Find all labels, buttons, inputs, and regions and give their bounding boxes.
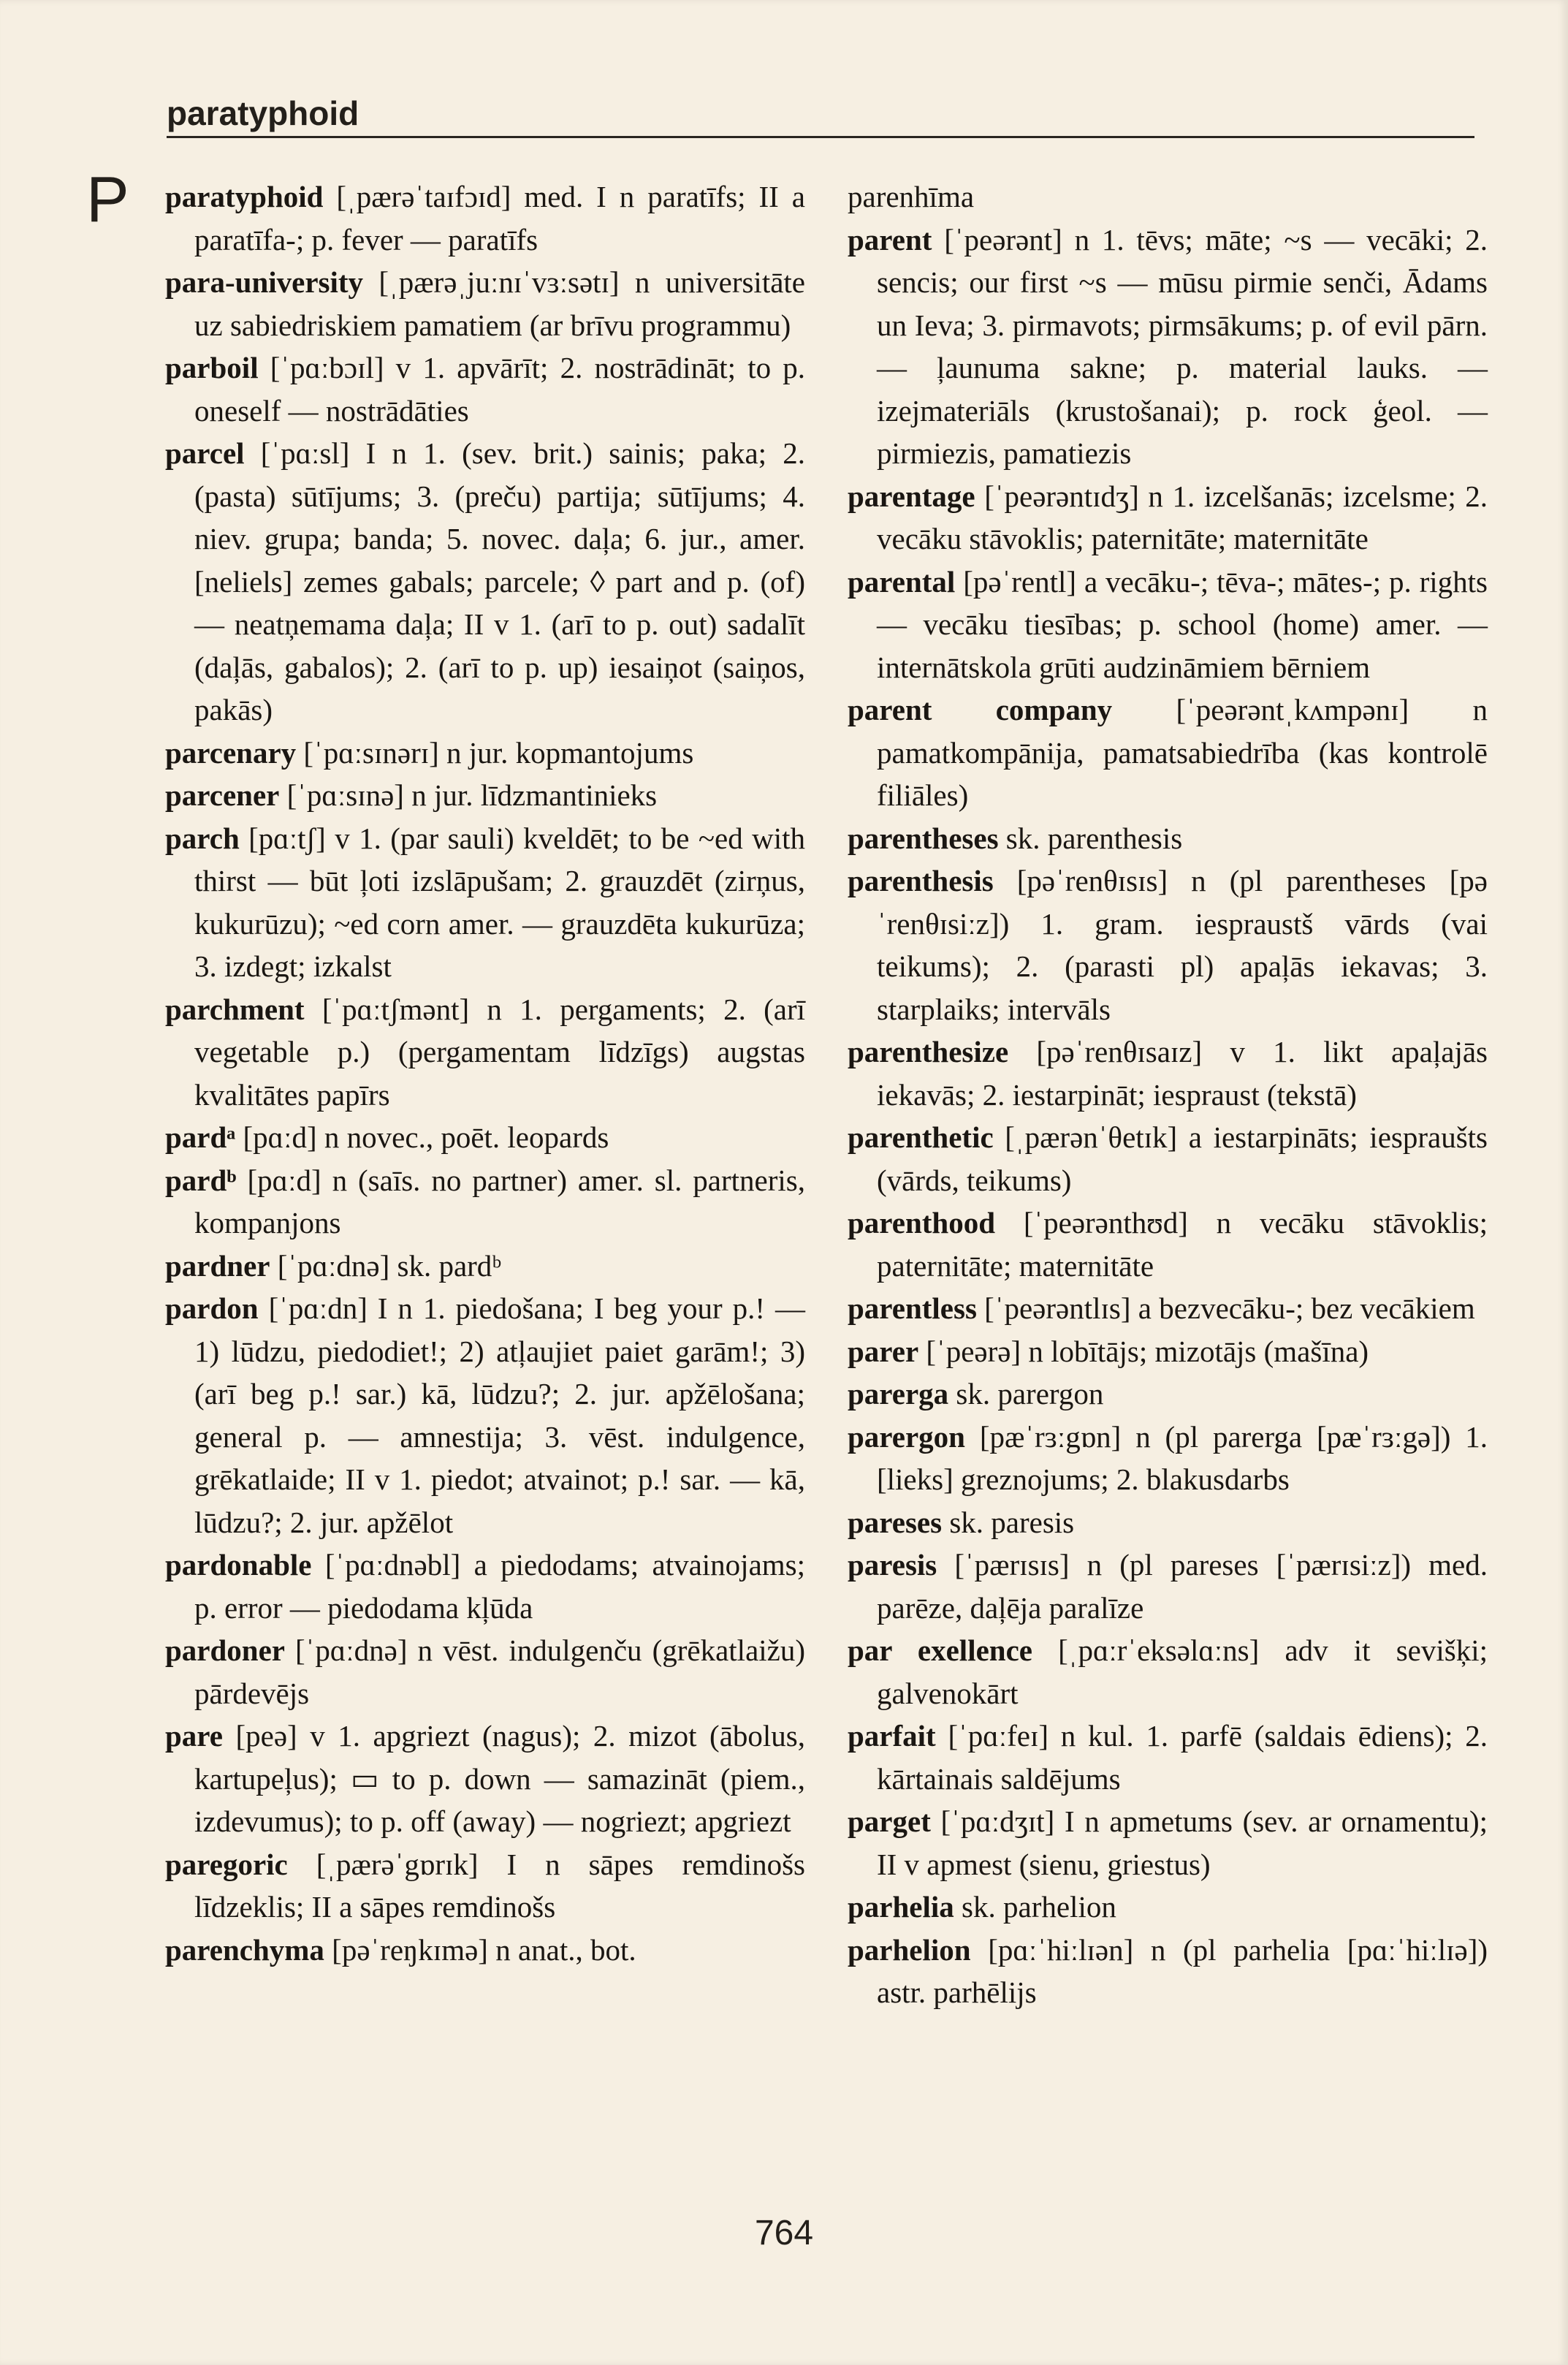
dictionary-entry [165,1629,805,1715]
entry-headword: parentless [848,1291,977,1325]
entry-headword: parenchyma [165,1932,324,1967]
dictionary-entry [165,817,805,988]
dictionary-entry [848,1544,1488,1629]
entry-headword: parent [848,222,932,257]
dictionary-entry [848,1373,1488,1416]
entry-definition: sk. parhelion [962,1890,1116,1924]
dictionary-entry [165,1843,805,1929]
dictionary-entry [165,774,805,817]
entry-headword: pardner [165,1248,270,1283]
dictionary-entry [165,1116,805,1159]
entry-headword: pardᵃ [165,1120,236,1154]
dictionary-entry [848,1030,1488,1116]
entry-definition: [pəˈrenθɪsɪs] n (pl parentheses [pəˈrenθɪsiːz]) 1. gram. iespraustš vārds (vai teikums); 2. (parasti pl) apaļās iekavas; 3. starplaiks; intervāls [877,864,1488,1026]
entry-headword: parcel [165,436,245,470]
entry-definition: sk. parenthesis [1005,821,1183,855]
dictionary-entry [848,1330,1488,1373]
entry-headword: parental [848,564,956,599]
entry-definition: [ˈpɑːsɪnə] n jur. līdzmantinieks [286,778,658,812]
running-head: paratyphoid [167,94,359,132]
dictionary-entry [165,1544,805,1629]
entry-headword: parcenary [165,735,297,770]
entry-headword: parenthesis [848,864,994,897]
dictionary-entry [848,475,1488,561]
entry-definition: sk. parergon [956,1377,1104,1411]
dictionary-entry [848,1929,1488,2014]
entry-headword: parenthesize [848,1035,1009,1068]
dictionary-entry [848,219,1488,475]
entry-definition: [ˈpeərəntɪdʒ] n 1. izcelšanās; izcelsme; 2. vecāku stāvoklis; paternitāte; maternitāte [877,479,1488,555]
entry-definition: [ˈpeərənthʊd] n vecāku stāvoklis; paternitāte; maternitāte [877,1206,1488,1283]
dictionary-entry [848,561,1488,689]
dictionary-entry [165,1929,805,1972]
entry-headword: paratyphoid [165,180,324,213]
dictionary-entry [165,261,805,346]
dictionary-entry [848,1416,1488,1501]
entry-definition: [pəˈrenθɪsaɪz] v 1. likt apaļajās iekavās; 2. iestarpināt; iespraust (tekstā) [877,1035,1488,1112]
dictionary-entry [165,175,805,261]
entry-headword: parhelia [848,1890,954,1924]
entry-headword: pardonable [165,1548,312,1582]
dictionary-entry [848,1116,1488,1202]
entry-definition: [ˈpeərə] n lobītājs; mizotājs (mašīna) [926,1334,1369,1368]
entry-headword: parhelion [848,1932,971,1967]
right-column [848,175,1488,2014]
dictionary-entry [165,1715,805,1843]
entry-definition: [ˈpɑːfeɪ] n kul. 1. parfē (saldais ēdiens); 2. kārtainais saldējums [877,1719,1488,1796]
entry-headword: parentage [848,479,975,513]
entry-definition: [peə] v 1. apgriezt (nagus); 2. mizot (ābolus, kartupeļus); ▭ to p. down — samazināt (piem., izdevumus); to p. off (away) — nogriezt; apgriezt [194,1719,805,1838]
entry-definition: [ˈpeərəntlɪs] a bezvecāku-; bez vecākiem [984,1291,1475,1325]
entry-headword: paresis [848,1548,937,1582]
entry-definition: [ˈpɑːdnə] sk. pardᵇ [277,1248,501,1283]
entry-definition: [ˈpɑːdnə] n vēst. indulgenču (grēkatlaižu) pārdevējs [194,1633,806,1710]
entry-headword: parcener [165,778,280,812]
entry-definition: [ˈpɑːsɪnərɪ] n jur. kopmantojums [303,735,694,770]
entry-headword: pareses [848,1505,943,1539]
entry-headword: paregoric [165,1847,288,1881]
dictionary-entry [848,1715,1488,1800]
entry-headword: parer [848,1334,919,1368]
entry-headword: parfait [848,1719,936,1753]
dictionary-entry [165,732,805,775]
entry-headword: parent company [848,693,1113,726]
entry-definition: [ˈpɑːdʒɪt] I n apmetums (sev. ar ornamentu); II v apmest (sienu, griestus) [877,1804,1488,1881]
entry-definition: [ˌpærənˈθetɪk] a iestarpināts; iespraušts (vārds, teikums) [877,1120,1488,1197]
dictionary-entry [165,988,805,1117]
entry-definition: [ˌpɑːrˈeksəlɑːns] adv it sevišķi; galvenokārt [877,1633,1488,1710]
dictionary-entry [165,1287,805,1544]
entry-definition: [ˈpɑːtʃmənt] n 1. pergaments; 2. (arī vegetable p.) (pergamentam līdzīgs) augstas kvalitātes papīrs [194,992,805,1112]
entry-definition: [ˌpærəˈgɒrɪk] I n sāpes remdinošs līdzeklis; II a sāpes remdinošs [194,1847,806,1924]
entry-definition: [pɑːd] n novec., poēt. leopards [243,1120,609,1154]
dictionary-entry [848,1202,1488,1287]
page-number: 764 [754,2214,814,2252]
entry-headword: pare [165,1719,223,1753]
entry-headword: parch [165,821,240,855]
dictionary-entry [848,817,1488,860]
entry-definition: [ˈpɑːdn] I n 1. piedošana; I beg your p.! — 1) lūdzu, piedodiet!; 2) atļaujiet paiet garām!; 3) (arī beg p.! sar.) kā, lūdzu?; 2. jur. apžēlošana; general p. — amnestija; 3. vēst. indulgence, grēkatlaide; II v 1. piedot; atvainot; p.! sar. — kā, lūdzu?; 2. jur. apžēlot [194,1291,806,1539]
entry-headword: parboil [165,351,259,384]
entry-definition: sk. paresis [949,1505,1075,1539]
entry-definition: [ˈpɑːdnəbl] a piedodams; atvainojams; p. error — piedodama kļūda [194,1548,806,1625]
dictionary-entry [848,175,1488,219]
entry-definition: [ˈpeərənt] n 1. tēvs; māte; ~s — vecāki; 2. sencis; our first ~s — mūsu pirmie senči, Ādams un Ieva; 3. pirmavots; pirmsākums; p. of evil pārn. — ļaunuma sakne; p. material lauks. — izejmateriāls (krustošanai); p. rock ģeol. — pirmiezis, pamatiezis [877,222,1488,470]
dictionary-entry [848,1501,1488,1544]
dictionary-entry [848,688,1488,817]
entry-definition: [ˌpærəˈtaɪfɔɪd] med. I n paratīfs; II a paratīfa-; p. fever — paratīfs [194,180,805,257]
entry-definition: [ˈpɑːsl] I n 1. (sev. brit.) sainis; paka; 2. (pasta) sūtījums; 3. (preču) partija; sūtījums; 4. niev. grupa; banda; 5. novec. daļa; 6. jur., amer. [neliels] zemes gabals; parcele; ◊ part and p. (of) — neatņemama daļa; II v 1. (arī to p. out) sadalīt (daļās, gabalos); 2. (arī to p. up) iesaiņot (saiņos, pakās) [194,436,806,726]
entry-definition: [pɑːd] n (saīs. no partner) amer. sl. partneris, kompanjons [194,1163,805,1240]
dictionary-entry [848,1287,1488,1330]
entry-headword: parerga [848,1377,949,1411]
entry-definition: [pəˈrentl] a vecāku-; tēva-; mātes-; p. rights — vecāku tiesības; p. school (home) amer. — internātskola grūti audzināmiem bērniem [877,564,1488,684]
entry-definition: [pɑːtʃ] v 1. (par sauli) kveldēt; to be ~ed with thirst — būt ļoti izslāpušam; 2. grauzdēt (zirņus, kukurūzu); ~ed corn amer. — grauzdēta kukurūza; 3. izdegt; izkalst [194,821,805,983]
entry-headword: para-university [165,265,364,299]
entry-headword: pardᵇ [165,1163,237,1197]
dictionary-entry [848,1886,1488,1929]
entry-definition: [ˈpærɪsɪs] n (pl pareses [ˈpærɪsiːz]) med. parēze, daļēja paralīze [877,1548,1488,1625]
entry-headword: parenthetic [848,1120,994,1154]
entry-headword: parget [848,1804,931,1838]
left-column [165,175,805,1971]
entry-headword: parenthood [848,1206,996,1240]
entry-headword: parergon [848,1419,965,1454]
header-rule [167,136,1474,138]
entry-headword: par exellence [848,1633,1032,1667]
entry-definition: [ˈpɑːbɔɪl] v 1. apvārīt; 2. nostrādināt; to p. oneself — nostrādāties [194,351,805,428]
dictionary-entry [848,1629,1488,1715]
entry-definition: parenhīma [848,180,975,213]
dictionary-entry [848,1800,1488,1886]
dictionary-entry [165,346,805,432]
entry-definition: [pɑːˈhiːlɪən] n (pl parhelia [pɑːˈhiːlɪə]) astr. parhēlijs [877,1932,1488,2009]
section-letter: P [86,163,129,235]
dictionary-entry [165,1245,805,1288]
entry-definition: [ˈpeərəntˌkʌmpənɪ] n pamatkompānija, pamatsabiedrība (kas kontrolē filiāles) [877,693,1488,812]
entry-headword: pardoner [165,1633,285,1667]
dictionary-entry [165,432,805,732]
dictionary-entry [848,859,1488,1030]
dictionary-entry [165,1159,805,1245]
entry-headword: parentheses [848,821,999,855]
entry-definition: [pəˈreŋkɪmə] n anat., bot. [332,1932,636,1967]
entry-definition: [pæˈrɜːgɒn] n (pl parerga [pæˈrɜːgə]) 1. [lieks] greznojums; 2. blakusdarbs [877,1419,1488,1496]
entry-definition: [ˌpærəˌjuːnɪˈvɜːsətɪ] n universitāte uz sabiedriskiem pamatiem (ar brīvu programmu) [194,265,806,342]
entry-headword: parchment [165,992,305,1026]
entry-headword: pardon [165,1291,259,1325]
